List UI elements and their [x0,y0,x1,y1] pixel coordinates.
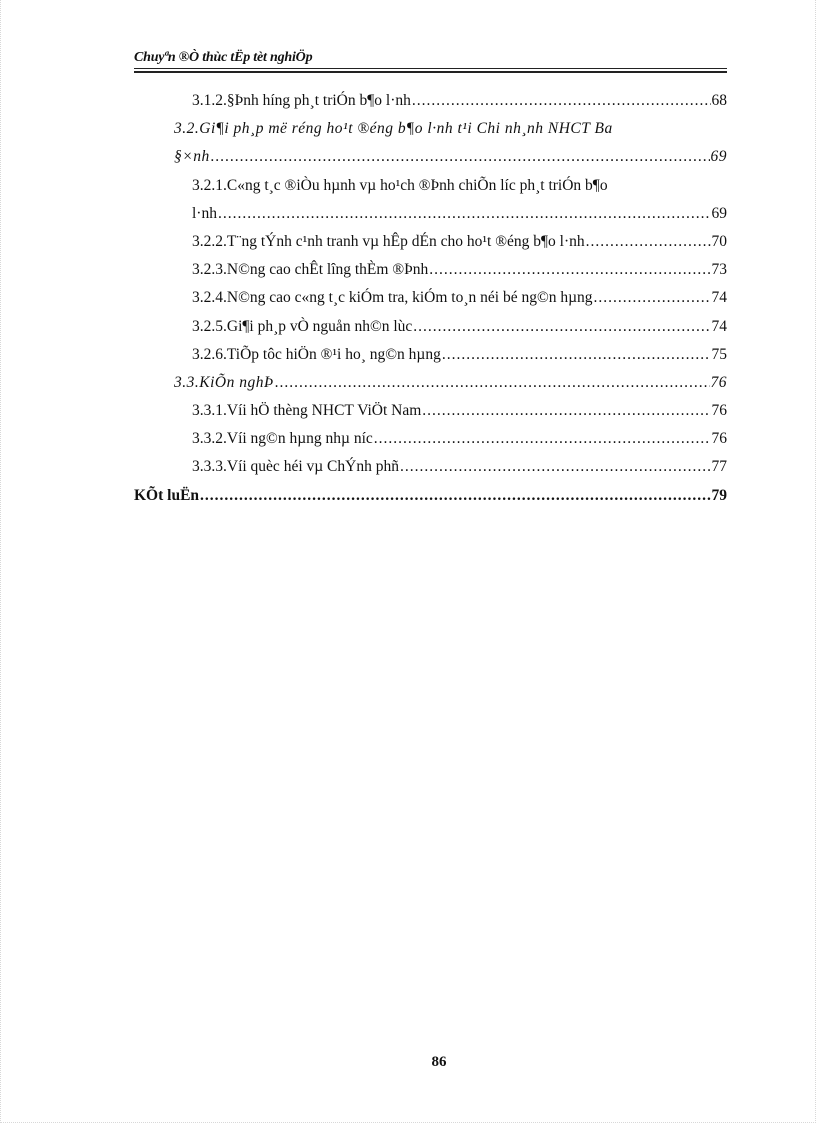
toc-entry-page: 79 [711,486,727,504]
toc-entry-page: 76 [711,430,727,448]
toc-leader-dots [413,318,710,336]
toc-entry-label: 3.3.2.Víi ng©n hµng nhµ níc [192,430,373,448]
toc-entry[interactable] [134,177,727,205]
toc-entry[interactable] [134,233,727,261]
toc-leader-dots [275,374,710,392]
toc-leader-dots [200,487,710,505]
toc-leader-dots [594,289,711,307]
toc-entry[interactable] [134,487,727,515]
toc-entry-continuation[interactable] [134,148,727,176]
toc-entry-label: 3.2.6.TiÕp tôc hiÖn ®¹i ho¸ ng©n hµng [192,345,441,363]
toc-leader-dots [400,458,711,476]
toc-entry[interactable] [134,402,727,430]
toc-entry-label: 3.2.5.Gi¶i ph¸p vÒ nguån nh©n lùc [192,317,413,335]
toc-entry-label: 3.3.1.Víi hÖ thèng NHCT ViÖt Nam [192,402,422,420]
toc-leader-dots [586,233,711,251]
toc-entry-label: §×nh [174,148,210,166]
toc-entry-continuation[interactable] [134,205,727,233]
page-header-title: Chuyªn ®Ò thùc tËp tèt nghiÖp [134,50,313,65]
toc-entry-label: 3.2.2.T¨ng tÝnh c¹nh tranh vµ hÊp dÉn cho ho¹t ®éng b¶o l·nh [192,232,585,250]
toc-leader-dots [442,346,711,364]
toc-leader-dots [422,402,710,420]
toc-entry-label: 3.2.Gi¶i ph¸p më réng ho¹t ®éng b¶o l·nh t¹i Chi nh¸nh NHCT Ba [174,120,613,138]
header-rule-thin [134,68,727,69]
toc-entry-page: 74 [711,317,727,335]
toc-entry[interactable] [134,261,727,289]
toc-entry[interactable] [134,92,727,120]
toc-entry-page: 73 [711,261,727,279]
toc-leader-dots [218,205,711,223]
toc-entry-page: 76 [711,402,727,420]
toc-entry-page: 69 [710,148,727,166]
toc-leader-dots [374,430,711,448]
toc-entry[interactable] [134,430,727,458]
toc-entry-page: 75 [711,345,727,363]
toc-entry-page: 70 [711,232,727,250]
toc-entry-page: 76 [710,373,727,391]
toc-entry-label: KÕt luËn [134,486,200,504]
toc-entry-label: 3.3.3.Víi quèc héi vµ ChÝnh phñ [192,458,399,476]
toc-entry[interactable] [134,346,727,374]
toc-entry[interactable] [134,374,727,402]
toc-leader-dots [211,148,710,166]
toc-entry[interactable] [134,458,727,486]
toc-leader-dots [412,92,711,110]
toc-entry-page: 77 [711,458,727,476]
toc-entry-label: 3.2.1.C«ng t¸c ®iÒu hµnh vµ ho¹ch ®Þnh chiÕn líc ph¸t triÓn b¶o [192,176,608,194]
page-number: 86 [431,1054,447,1070]
header-rule-thick [134,71,727,73]
toc-entry-label: l·nh [192,204,217,222]
toc-entry[interactable] [134,289,727,317]
toc-entry[interactable] [134,318,727,346]
toc-entry-label: 3.3.KiÕn nghÞ [174,373,274,391]
toc-entry-page: 74 [711,289,727,307]
toc-entry-label: 3.1.2.§Þnh híng ph¸t triÓn b¶o l·nh [192,92,411,109]
toc-entry-page: 68 [711,92,727,109]
toc-entry-label: 3.2.3.N©ng cao chÊt lîng thÈm ®Þnh [192,261,429,279]
toc-entry[interactable] [134,120,727,148]
toc-entry-label: 3.2.4.N©ng cao c«ng t¸c kiÓm tra, kiÓm to¸n néi bé ng©n hµng [192,289,593,307]
toc-leader-dots [429,261,710,279]
toc-entry-page: 69 [711,204,727,222]
table-of-contents [134,92,727,515]
